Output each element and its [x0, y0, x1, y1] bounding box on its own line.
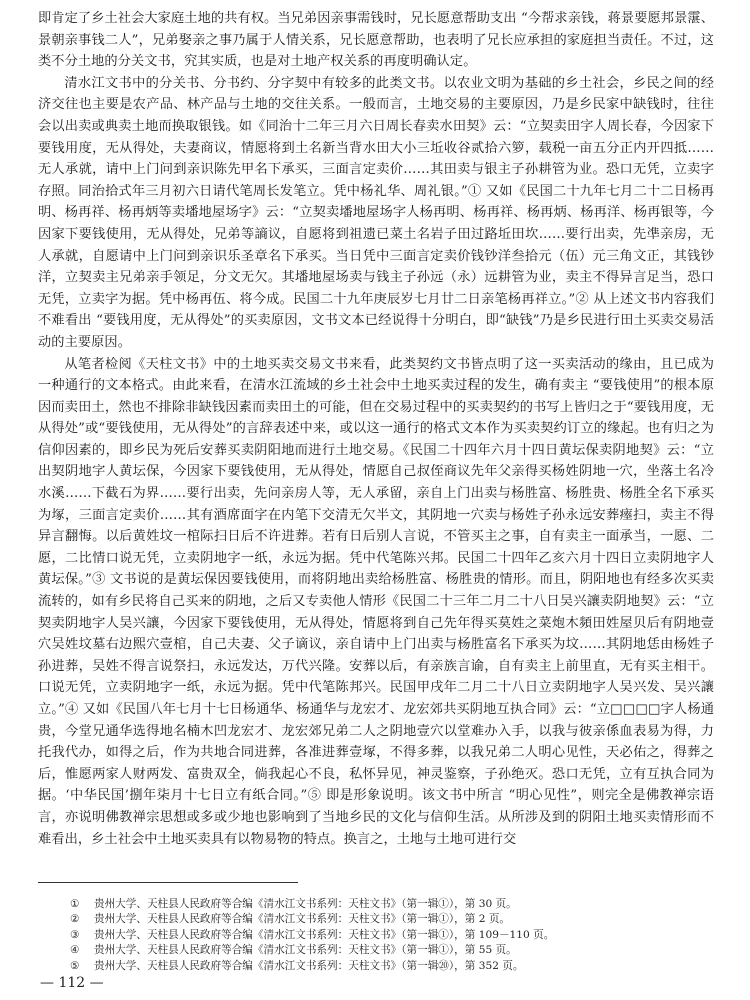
footnote-mark: ① [70, 898, 80, 910]
footnote-mark: ③ [70, 928, 80, 941]
page-number: — 112 — [40, 975, 104, 991]
footnote-text: 贵州大学、天柱县人民政府等合编《清水江文书系列：天柱文书》（第一辑⑳），第 352 页。 [94, 959, 524, 972]
paragraph-2: 清水江文书中的分关书、分书约、分字契中有较多的此类文书。以农业文明为基础的乡土社会，乡民之间的经济交往也主要是农产品、林产品与土地的交往关系。一般而言，土地交易的主要原因，乃是乡民家中缺钱时，往往会以出卖或典卖土地而换取银钱。如《同治十二年三月六日周长春卖水田契》云：“立契卖田字人周长春，今因家下要钱用度，无从得处，夫妻商议，情愿将到土名新当背水田大小三坵收谷贰拾六箩，载税一亩五分正内开四抵……无人承就，请中上门问到亲识陈先甲名下承买，三面言定卖价……其田卖与银主子孙耕管为业。恐口无凭，立卖字存照。同治拾式年三月初六日请代笔周长发笔立。凭中杨礼华、周礼银。”① 又如《民国二十九年七月二十二日杨再明、杨再祥、杨再炳等卖墦地屋场字》云：“立契卖墦地屋场字人杨再明、杨再祥、杨再炳、杨再洋、杨再银等，今因家下要钱使用，无从得处，兄弟等謪议，自愿将到祖遗已菜土名岩子田过路坵田坎……要行出卖，先凖亲房，无人承就，自愿请中上门问到亲识乐圣章名下承买。当日凭中三面言定卖价钱钞洋叁拾元（伍）元三角文正，其钱钞洋，立契卖主兄弟亲手领足，分文无欠。其墦地屋场卖与钱主子孙远（永）远耕管为业，卖主不得异言足当，恐口无凭，立卖字为据。凭中杨再伍、将今成。民国二十九年庚辰岁七月廿二日亲笔杨再祥立。”② 从上述文书内容我们不难看出 “要钱用度，无从得处”的买卖原因，文书文本已经说得十分明白，即“缺钱”乃是乡民进行田土买卖交易活动的主要原因。 [38, 75, 714, 350]
footnote-mark: ② [70, 913, 80, 926]
paragraph-1: 即肯定了乡土社会大家庭土地的共有权。当兄弟因亲事需钱时，兄长愿意帮助支出 “今帮求亲钱，蒋景要愿邦景霮、景朝亲事钱二人”，兄弟娶亲之事乃属于人情关系，兄长愿意帮助，也表明了兄长应承担的家庭担当责任。不过，这类不分土地的分关文书，究其实质，也是对土地产权关系的再度明确认定。 [38, 11, 714, 70]
footnote-mark: ⑤ [70, 959, 80, 972]
footnote-5 [70, 959, 690, 974]
footnote-text: 贵州大学、天柱县人民政府等合编《清水江文书系列：天柱文书》（第一辑①），第 2 页。 [94, 913, 511, 926]
footnote-4 [70, 943, 690, 958]
paragraph-3: 从笔者检阅《天柱文书》中的土地买卖交易文书来看，此类契约文书皆点明了这一买卖活动的缘由，且已成为一种通行的文本格式。由此来看，在清水江流域的乡土社会中土地买卖过程的发生，确有卖主 “要钱使用”的根本原因而卖田土，然也不排除非缺钱因素而卖田土的可能，但在交易过程中的买卖契约的书写上皆归之于“要钱用度，无从得处”或“要钱使用，无从得处”的言辞表述中来，或以这一通行的格式文本作为买卖契约订立的缘起。也有归之为信仰因素的，即乡民为死后安葬买卖阴阳地而进行土地交易。《民国二十四年六月十四日黄坛保卖阴地契》云：“立出契阴地字人黄坛保，今因家下要钱使用，无从得处，情愿自己叔侄商议先年父亲得买杨姓阴地一穴，坐落土名冷水溪……下截石为界……要行出卖，先问亲房人等，无人承留，亲自上门出卖与杨胜富、杨胜贵、杨胜全名下承买为塚，三面言定卖价……其有酒席面字在内笔下交清无欠半文，其阴地一穴卖与杨姓子孙永远安葬瘞扫，卖主不得异言翻悔。以后黄姓坟一棺际扫日后不许进葬。若有日后别人言说，不管买主之事，自有卖主一面承当，一愿、二愿，二比情口说无凭，立卖阴地字一纸，永远为据。凭中代笔陈兴邦。民国二十四年乙亥六月十四日立卖阴地字人黄坛保。”③ 文书说的是黄坛保因要钱使用，而将阴地出卖给杨胜富、杨胜贵的情形。而且，阴阳地也有经多次买卖流转的，如有乡民将自己买来的阴地，之后又专卖他人情形《民国二十三年二月二十八日吴兴讓卖阴地契》云：“立契卖阴地字人吴兴讓，今因家下要钱使用，无从得处，情愿将到自己先年得买莫姓之菜炮木頻田姓屋贝后有阴地壹穴吴姓坟墓右边熙穴壹棺，自己夫妻、父子谪议，亲自请中上门出卖与杨胜富名下承买为坟……其阴地恁由杨姓子孙进葬，吴姓不得言说祭扫，永远发达，万代兴隆。安葬以后，有亲族言谕，自有卖主上前里直，无有买主相干。口说无凭，立卖阴地字一纸，永远为据。凭中代笔陈邦兴。民国甲戌年二月二十八日立卖阴地字人吴兴发、吴兴讓立。”④ 又如《民国八年七月十七日杨通华、杨通华与龙宏才、龙宏郊共买阴地互执合同》云：“立□□□□字人杨通贵，今堂兄通华选得地名楠木凹龙宏才、龙宏郊兄弟二人之阴地壹穴以堂难办入手，以我与彼亲係血表易为得，力托我代办，如得之后，作为共地合同进葬，各准进葬壹塚，不得多葬，以我兄弟二人明心见性，天必佑之，得葬之后，惟愿两家人财两发、富贵双全，倘我起心不良，私怀异见，神灵鉴察，子孙绝灭。恐口无凭，立有互执合同为据。‘中华民国’捌年柒月十七日立有纸合同。”⑤ 即是形象说明。该文书中所言 “明心见性”，则完全是佛教禅宗语言，亦说明佛教禅宗思想或多或少地也影响到了当地乡民的文化与信仰生活。从所涉及到的阴阳土地买卖情形而不难看出，乡土社会中土地买卖具有以物易物的特点。换言之，土地与土地可进行交 [38, 356, 714, 847]
body-text [38, 8, 714, 850]
footnote-text: 贵州大学、天柱县人民政府等合编《清水江文书系列：天柱文书》（第一辑①），第 30 页。 [94, 898, 517, 910]
footnote-divider [38, 882, 298, 883]
footnote-3 [70, 928, 690, 943]
footnotes [70, 897, 690, 974]
footnote-1 [70, 897, 690, 912]
footnote-mark: ④ [70, 944, 80, 957]
footnote-text: 贵州大学、天柱县人民政府等合编《清水江文书系列：天柱文书》（第一辑①），第 109－110 页。 [94, 928, 555, 941]
page-body [38, 8, 714, 850]
footnote-2 [70, 912, 690, 927]
footnote-text: 贵州大学、天柱县人民政府等合编《清水江文书系列：天柱文书》（第一辑①），第 55 页。 [94, 944, 517, 957]
